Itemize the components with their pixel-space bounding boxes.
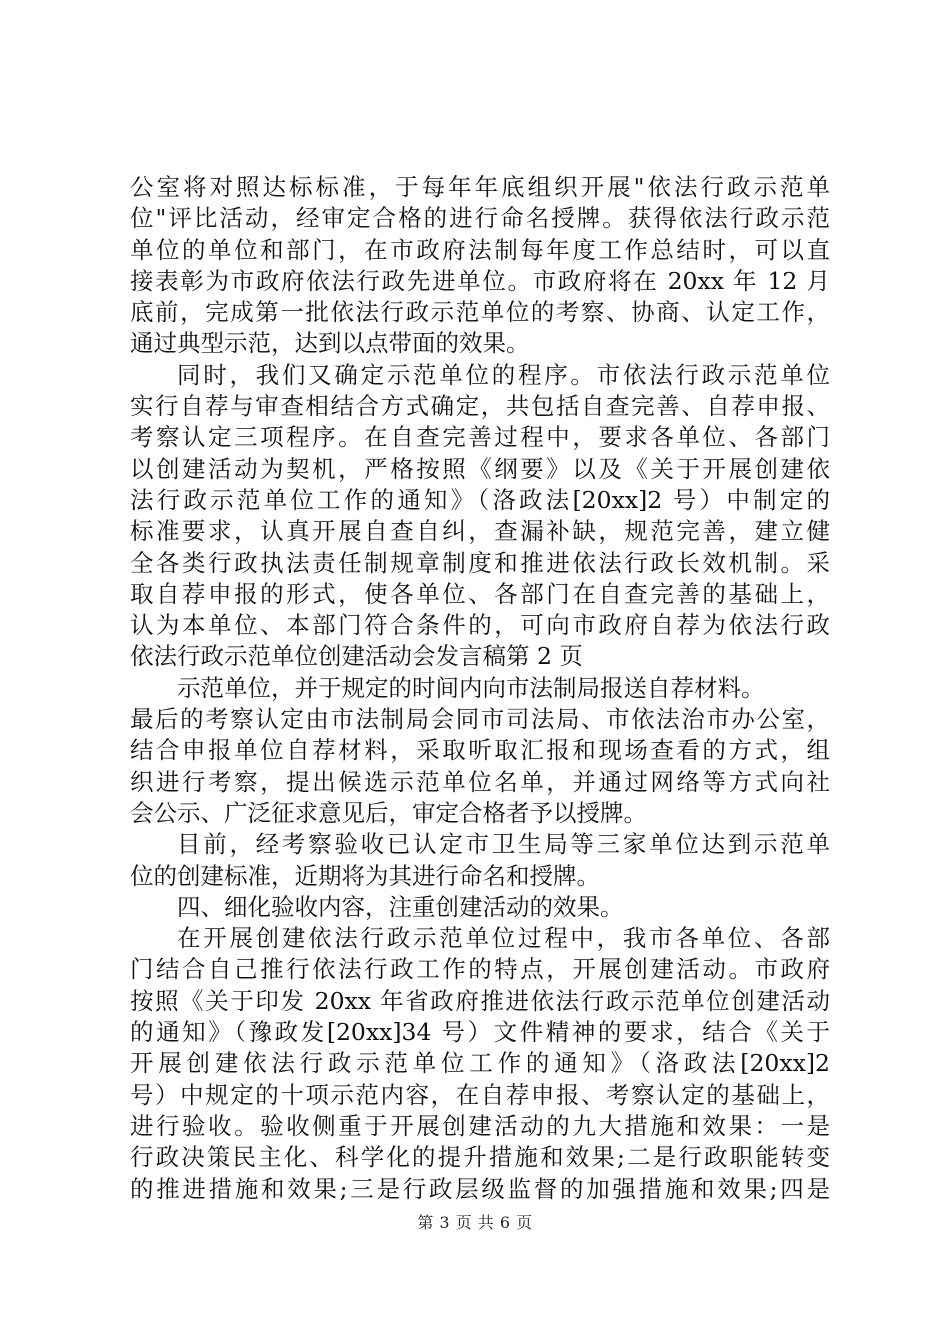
text-line: 会公示、广泛征求意见后，审定合格者予以授牌。 (130, 798, 647, 827)
text-line: 全各类行政执法责任制规章制度和推进依法行政长效机制。采 (130, 548, 830, 577)
document-body (130, 172, 830, 1205)
text-line: 实行自荐与审查相结合方式确定，共包括自查完善、自荐申报、 (130, 392, 830, 421)
text-line: 位"评比活动，经审定合格的进行命名授牌。获得依法行政示范 (130, 204, 830, 233)
text-line: 进行验收。验收侧重于开展创建活动的九大措施和效果：一是 (130, 1111, 830, 1140)
text-line: 织进行考察，提出候选示范单位名单，并通过网络等方式向社 (130, 767, 830, 796)
text-line: 行政决策民主化、科学化的提升措施和效果;二是行政职能转变 (130, 1143, 830, 1172)
text-line: 结合申报单位自荐材料，采取听取汇报和现场查看的方式，组 (130, 736, 830, 765)
text-line: 按照《关于印发 20xx 年省政府推进依法行政示范单位创建活动 (130, 986, 830, 1015)
text-line: 的通知》（豫政发[20xx]34 号）文件精神的要求，结合《关于 (130, 1018, 830, 1047)
text-line: 单位的单位和部门，在市政府法制每年度工作总结时，可以直 (130, 235, 830, 264)
text-line: 底前，完成第一批依法行政示范单位的考察、协商、认定工作， (130, 298, 830, 327)
text-line: 公室将对照达标标准，于每年年底组织开展"依法行政示范单 (130, 173, 830, 201)
text-line: 依法行政示范单位创建活动会发言稿第 2 页 (130, 642, 583, 671)
text-line: 以创建活动为契机，严格按照《纲要》以及《关于开展创建依 (130, 454, 830, 483)
text-line: 号）中规定的十项示范内容，在自荐申报、考察认定的基础上， (130, 1080, 830, 1109)
text-line: 取自荐申报的形式，使各单位、各部门在自查完善的基础上， (130, 579, 830, 608)
paragraph-first-line: 示范单位，并于规定的时间内向市法制局报送自荐材料。 (177, 673, 765, 702)
text-line: 标准要求，认真开展自查自纠，查漏补缺，规范完善，建立健 (130, 517, 830, 546)
text-line: 法行政示范单位工作的通知》（洛政法[20xx]2 号）中制定的 (130, 485, 830, 514)
page-number-footer: 第 3 页 共 6 页 (417, 1213, 533, 1232)
text-line: 认为本单位、本部门符合条件的，可向市政府自荐为依法行政 (130, 611, 830, 640)
paragraph-first-line: 同时，我们又确定示范单位的程序。市依法行政示范单位 (177, 360, 830, 389)
text-line: 位的创建标准，近期将为其进行命名和授牌。 (130, 861, 600, 890)
paragraph-first-line: 在开展创建依法行政示范单位过程中，我市各单位、各部 (177, 924, 830, 953)
text-line: 考察认定三项程序。在自查完善过程中，要求各单位、各部门 (130, 423, 830, 452)
paragraph-first-line: 四、细化验收内容，注重创建活动的效果。 (177, 892, 624, 921)
paragraph-first-line: 目前，经考察验收已认定市卫生局等三家单位达到示范单 (177, 830, 830, 859)
text-line: 的推进措施和效果;三是行政层级监督的加强措施和效果;四是 (130, 1174, 830, 1203)
text-line: 接表彰为市政府依法行政先进单位。市政府将在 20xx 年 12 月 (130, 266, 830, 295)
text-line: 通过典型示范，达到以点带面的效果。 (130, 329, 530, 358)
text-line: 最后的考察认定由市法制局会同市司法局、市依法治市办公室， (130, 705, 830, 734)
text-line: 门结合自己推行依法行政工作的特点，开展创建活动。市政府 (130, 955, 830, 984)
text-line: 开展创建依法行政示范单位工作的通知》（洛政法[20xx]2 (130, 1049, 830, 1078)
